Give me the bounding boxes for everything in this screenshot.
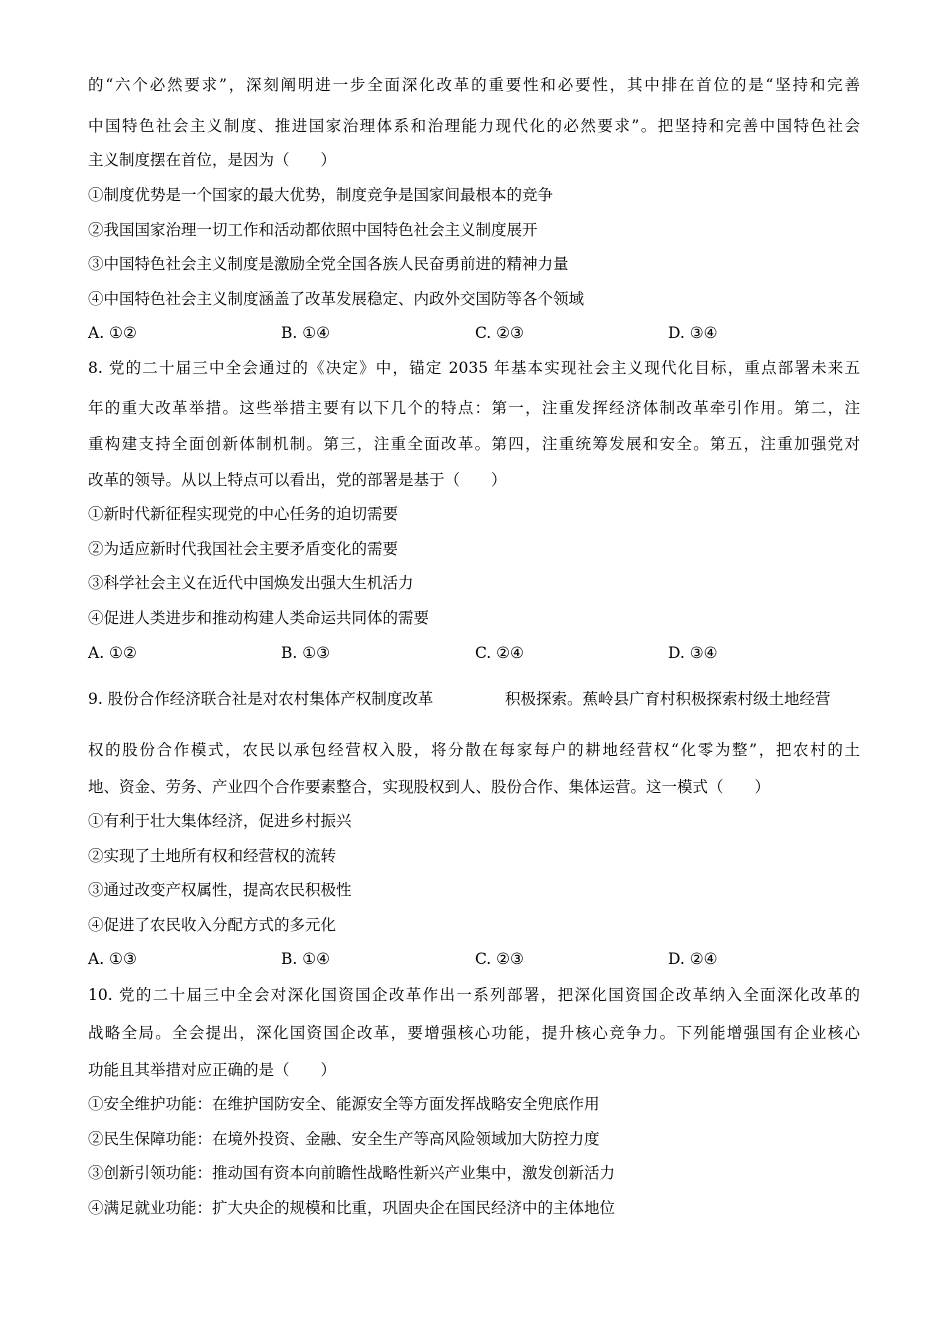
q9-option-3: ③通过改变产权属性，提高农民积极性 [88,881,352,899]
q7-stem-line-3: 主义制度摆在首位，是因为（ ） [88,151,337,169]
q8-stem-line-4: 改革的领导。从以上特点可以看出，党的部署是基于（ ） [88,471,507,489]
q8-choice-d: D. ③④ [668,644,718,662]
q7-option-3: ③中国特色社会主义制度是激励全党全国各族人民奋勇前进的精神力量 [88,255,569,273]
q9-option-2: ②实现了土地所有权和经营权的流转 [88,847,337,865]
q7-choice-b: B. ①④ [281,324,331,342]
q8-option-2: ②为适应新时代我国社会主要矛盾变化的需要 [88,540,399,558]
q8-stem-line-2: 年的重大改革举措。这些举措主要有以下几个的特点：第一，注重发挥经济体制改革牵引作用。第二，注 [88,399,860,417]
q8-stem-line-1: 8. 党的二十届三中全会通过的《决定》中，锚定 2035 年基本实现社会主义现代化目标，重点部署未来五 [88,359,860,377]
q8-option-1: ①新时代新征程实现党的中心任务的迫切需要 [88,505,399,523]
q10-stem-line-2: 战略全局。全会提出，深化国资国企改革，要增强核心功能，提升核心竞争力。下列能增强国有企业核心 [88,1024,860,1042]
q9-option-1: ①有利于壮大集体经济，促进乡村振兴 [88,812,352,830]
q9-stem-part-b: 积极探索。蕉岭县广育村积极探索村级土地经营 [505,690,831,708]
q7-choice-a: A. ①② [88,324,137,342]
q8-stem-line-3: 重构建支持全面创新体制机制。第三，注重全面改革。第四，注重统筹发展和安全。第五，注重加强党对 [88,435,860,453]
q9-stem-line-2: 权的股份合作模式，农民以承包经营权入股，将分散在每家每户的耕地经营权“化零为整”，把农村的土 [88,741,860,759]
q9-choice-a: A. ①③ [88,950,137,968]
q7-option-1: ①制度优势是一个国家的最大优势，制度竞争是国家间最根本的竞争 [88,186,554,204]
q9-stem-part-a: 9. 股份合作经济联合社是对农村集体产权制度改革 [88,690,434,708]
q8-choice-c: C. ②④ [475,644,524,662]
q7-choice-c: C. ②③ [475,324,524,342]
q8-option-3: ③科学社会主义在近代中国焕发出强大生机活力 [88,574,414,592]
q10-option-2: ②民生保障功能：在境外投资、金融、安全生产等高风险领域加大防控力度 [88,1130,600,1148]
q9-choice-c: C. ②③ [475,950,524,968]
q7-stem-line-2: 中国特色社会主义制度、推进国家治理体系和治理能力现代化的必然要求”。把坚持和完善中国特色社会 [88,117,860,135]
q7-option-2: ②我国国家治理一切工作和活动都依照中国特色社会主义制度展开 [88,221,538,239]
q10-option-1: ①安全维护功能：在维护国防安全、能源安全等方面发挥战略安全兜底作用 [88,1095,600,1113]
q7-choice-d: D. ③④ [668,324,718,342]
q7-stem-line-1: 的“六个必然要求”，深刻阐明进一步全面深化改革的重要性和必要性，其中排在首位的是“坚持和完善 [88,76,860,94]
q7-option-4: ④中国特色社会主义制度涵盖了改革发展稳定、内政外交国防等各个领域 [88,290,585,308]
q9-stem-line-3: 地、资金、劳务、产业四个合作要素整合，实现股权到人、股份合作、集体运营。这一模式（ ） [88,778,771,796]
q10-option-4: ④满足就业功能：扩大央企的规模和比重，巩固央企在国民经济中的主体地位 [88,1199,616,1217]
q8-choice-b: B. ①③ [281,644,331,662]
q8-choice-a: A. ①② [88,644,137,662]
q10-stem-line-1: 10. 党的二十届三中全会对深化国资国企改革作出一系列部署，把深化国资国企改革纳入全面深化改革的 [88,986,860,1004]
q10-option-3: ③创新引领功能：推动国有资本向前瞻性战略性新兴产业集中，激发创新活力 [88,1164,616,1182]
q9-choice-b: B. ①④ [281,950,331,968]
q9-choice-d: D. ②④ [668,950,718,968]
q10-stem-line-3: 功能且其举措对应正确的是（ ） [88,1061,337,1079]
q9-option-4: ④促进了农民收入分配方式的多元化 [88,916,337,934]
q8-option-4: ④促进人类进步和推动构建人类命运共同体的需要 [88,609,430,627]
